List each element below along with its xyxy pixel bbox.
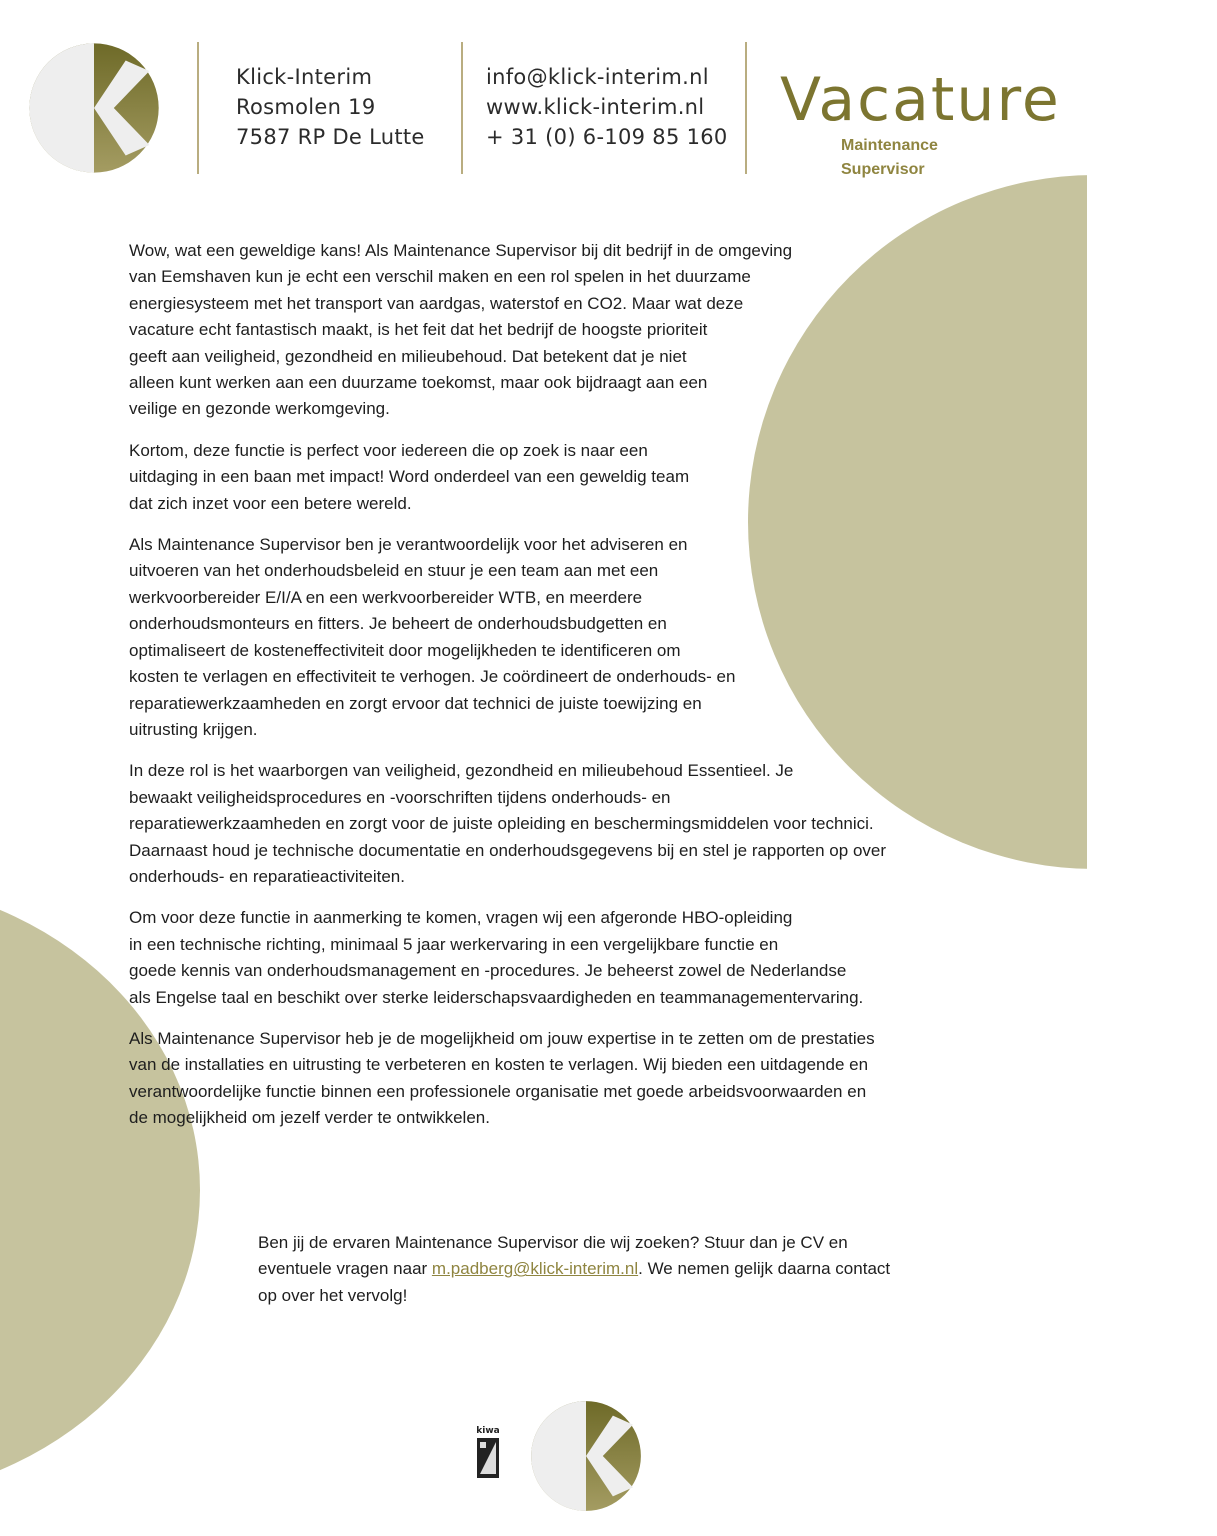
contact-website: www.klick-interim.nl	[486, 95, 705, 119]
body-paragraph	[129, 532, 969, 743]
body-paragraph	[129, 1026, 969, 1132]
body-line: als Engelse taal en beschikt over sterke leiderschapsvaardigheden en teammanagementervaring.	[129, 987, 864, 1007]
body-line: optimaliseert de kosteneffectiviteit door mogelijkheden te identificeren om	[129, 640, 681, 660]
call-to-action	[258, 1230, 978, 1309]
body-line: uitvoeren van het onderhoudsbeleid en stuur je een team aan met een	[129, 561, 659, 581]
body-line: goede kennis van onderhoudsmanagement en -procedures. Je beheerst zowel de Nederlandse	[129, 961, 847, 981]
body-line: veilige en gezonde werkomgeving.	[129, 399, 390, 419]
body-line: van Eemshaven kun je echt een verschil maken en een rol spelen in het duurzame	[129, 267, 751, 287]
header-divider	[461, 42, 463, 174]
cta-text: . We nemen gelijk daarna contact	[638, 1259, 891, 1279]
body-line: bewaakt veiligheidsprocedures en -voorschriften tijdens onderhouds- en	[129, 787, 671, 807]
body-line: in een technische richting, minimaal 5 jaar werkervaring in een vergelijkbare functie en	[129, 934, 779, 954]
body-line: de mogelijkheid om jezelf verder te ontwikkelen.	[129, 1108, 490, 1128]
body-paragraph	[129, 438, 969, 517]
body-line: onderhoudsmonteurs en fitters. Je beheert de onderhoudsbudgetten en	[129, 614, 667, 634]
body-line: vacature echt fantastisch maakt, is het feit dat het bedrijf de hoogste prioriteit	[129, 320, 708, 340]
cta-line: Ben jij de ervaren Maintenance Supervisor die wij zoeken? Stuur dan je CV en	[258, 1233, 848, 1252]
body-line: reparatiewerkzaamheden en zorgt voor de juiste opleiding en beschermingsmiddelen voor technici.	[129, 814, 874, 834]
header-divider	[745, 42, 747, 174]
body-line: Om voor deze functie in aanmerking te komen, vragen wij een afgeronde HBO-opleiding	[129, 908, 793, 928]
kiwa-label: kiwa	[476, 1426, 500, 1436]
body-paragraph	[129, 758, 969, 890]
company-address	[236, 62, 425, 152]
body-paragraph	[129, 238, 969, 423]
body-line: energiesysteem met het transport van aardgas, waterstof en CO2. Maar wat deze	[129, 293, 744, 313]
body-line: alleen kunt werken aan een duurzame toekomst, maar ook bijdraagt aan een	[129, 373, 708, 393]
contact-phone: + 31 (0) 6-109 85 160	[486, 125, 728, 149]
cta-line	[258, 1256, 978, 1282]
cta-line: op over het vervolg!	[258, 1285, 408, 1305]
contact-email: info@klick-interim.nl	[486, 65, 709, 89]
body-line: van de installaties en uitrusting te verbeteren en kosten te verlagen. Wij bieden een uitdagende en	[129, 1055, 869, 1075]
klick-logo-icon	[28, 42, 160, 174]
page-margin-mask	[1087, 150, 1217, 910]
postal-city: 7587 RP De Lutte	[236, 125, 425, 149]
cta-paragraph	[258, 1230, 978, 1309]
body-line: reparatiewerkzaamheden en zorgt ervoor dat technici de juiste toewijzing en	[129, 693, 702, 713]
body-line: verantwoordelijke functie binnen een professionele organisatie met goede arbeidsvoorwaarden en	[129, 1081, 867, 1101]
body-line: geeft aan veiligheid, gezondheid en milieubehoud. Dat betekent dat je niet	[129, 346, 687, 366]
header-divider	[197, 42, 199, 174]
street-address: Rosmolen 19	[236, 95, 376, 119]
body-line: Kortom, deze functie is perfect voor iedereen die op zoek is naar een	[129, 440, 648, 460]
body-line: In deze rol is het waarborgen van veiligheid, gezondheid en milieubehoud Essentieel. Je	[129, 761, 794, 781]
body-line: Als Maintenance Supervisor heb je de mogelijkheid om jouw expertise in te zetten om de prestaties	[129, 1028, 875, 1048]
company-name: Klick-Interim	[236, 65, 373, 89]
klick-logo-icon	[530, 1400, 642, 1512]
body-line: uitdaging in een baan met impact! Word onderdeel van een geweldig team	[129, 467, 690, 487]
body-line: dat zich inzet voor een betere wereld.	[129, 493, 412, 513]
body-line: kosten te verlagen en effectiviteit te verhogen. Je coördineert de onderhouds- en	[129, 667, 736, 687]
document-type-heading: Vacature	[780, 65, 1061, 135]
vacancy-description	[129, 238, 969, 1147]
job-title: Maintenance Supervisor	[841, 137, 938, 178]
body-line: Wow, wat een geweldige kans! Als Maintenance Supervisor bij dit bedrijf in de omgeving	[129, 241, 793, 260]
body-line: Als Maintenance Supervisor ben je verantwoordelijk voor het adviseren en	[129, 535, 688, 555]
company-contact	[486, 62, 728, 152]
body-line: Daarnaast houd je technische documentatie en onderhoudsgegevens bij en stel je rapporten op over	[129, 840, 887, 860]
contact-email-link[interactable]: m.padberg@klick-interim.nl	[431, 1259, 639, 1279]
body-paragraph	[129, 905, 969, 1011]
body-line: uitrusting krijgen.	[129, 719, 258, 739]
cta-text: eventuele vragen naar	[258, 1259, 432, 1279]
kiwa-certification-icon	[474, 1424, 502, 1482]
body-line: werkvoorbereider E/I/A en een werkvoorbereider WTB, en meerdere	[129, 587, 643, 607]
body-line: onderhouds- en reparatieactiviteiten.	[129, 866, 405, 886]
